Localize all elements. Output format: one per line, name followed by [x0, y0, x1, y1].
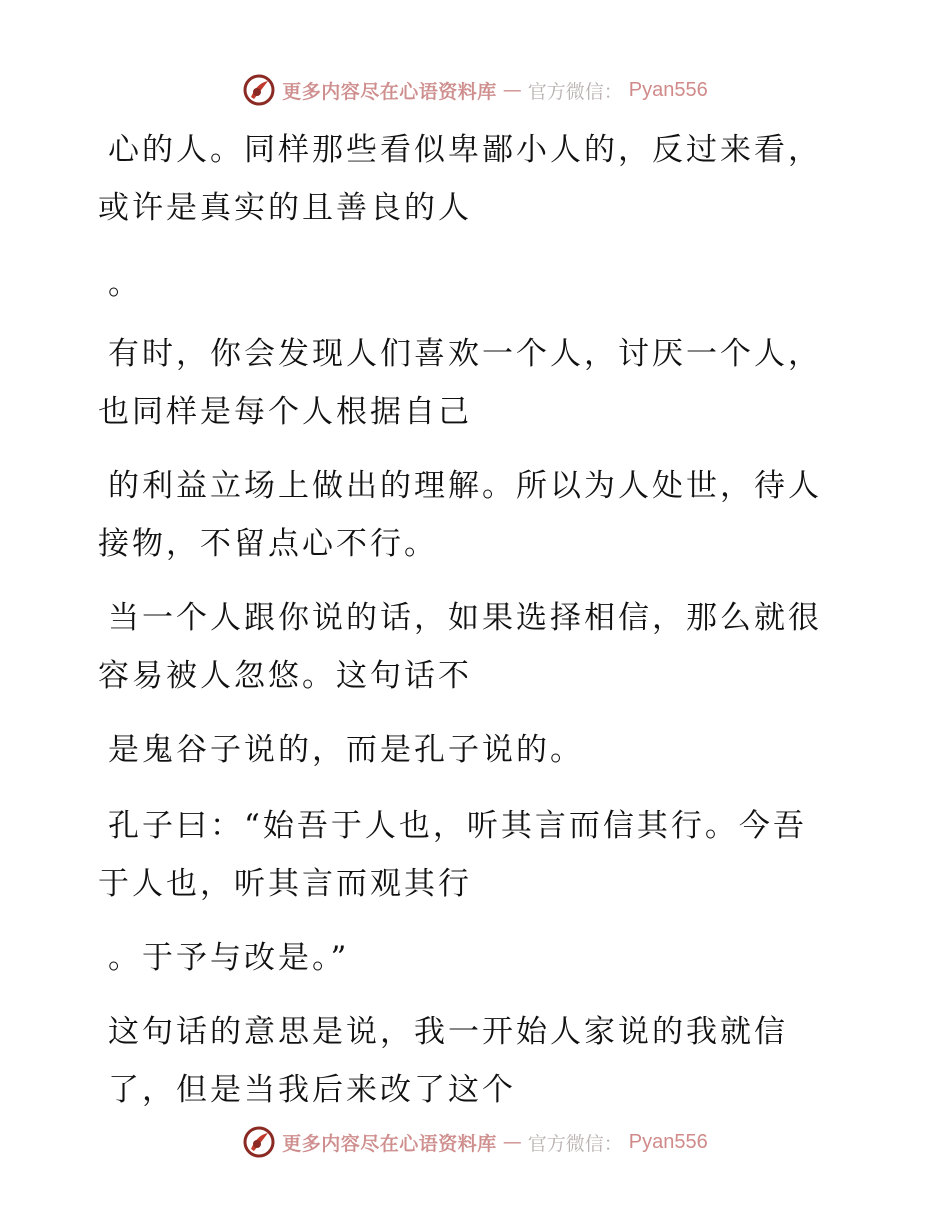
header-wechat-label: 官方微信：: [527, 80, 623, 103]
footer-wechat-label: 官方微信：: [527, 1132, 623, 1155]
body-line: 接物，不留点心不行。: [98, 526, 438, 562]
brand-logo-icon: [242, 1125, 276, 1159]
header-wechat-id: Pyan556: [628, 78, 708, 101]
body-line: 心的人。同样那些看似卑鄙小人的，反过来看，: [108, 132, 822, 168]
body-line: 的利益立场上做出的理解。所以为人处世，待人: [108, 468, 822, 504]
body-line: 孔子曰：“始吾于人也，听其言而信其行。今吾: [108, 808, 807, 844]
footer-wechat-id: Pyan556: [628, 1130, 708, 1153]
page-footer: [0, 1122, 950, 1162]
body-line: 了，但是当我后来改了这个: [108, 1072, 516, 1108]
body-line: 或许是真实的且善良的人: [98, 190, 472, 226]
brand-logo-icon: [242, 73, 276, 107]
header-banner-text: 更多内容尽在心语资料库: [282, 80, 497, 103]
header-banner-dash: —: [502, 79, 522, 101]
body-line: 有时，你会发现人们喜欢一个人，讨厌一个人，: [108, 336, 822, 372]
body-line: 这句话的意思是说，我一开始人家说的我就信: [108, 1014, 788, 1050]
header-banner: [242, 73, 708, 107]
footer-banner-dash: —: [502, 1131, 522, 1153]
body-line: 是鬼谷子说的，而是孔子说的。: [108, 732, 584, 768]
page-header: [0, 70, 950, 110]
body-line: 当一个人跟你说的话，如果选择相信，那么就很: [108, 600, 822, 636]
body-line: 。于予与改是。”: [108, 940, 350, 976]
body-line: 。: [108, 266, 142, 302]
body-line: 容易被人忽悠。这句话不: [98, 658, 472, 694]
body-line: 于人也，听其言而观其行: [98, 866, 472, 902]
body-line: 也同样是每个人根据自己: [98, 394, 472, 430]
footer-banner-text: 更多内容尽在心语资料库: [282, 1132, 497, 1155]
footer-banner: [242, 1125, 708, 1159]
